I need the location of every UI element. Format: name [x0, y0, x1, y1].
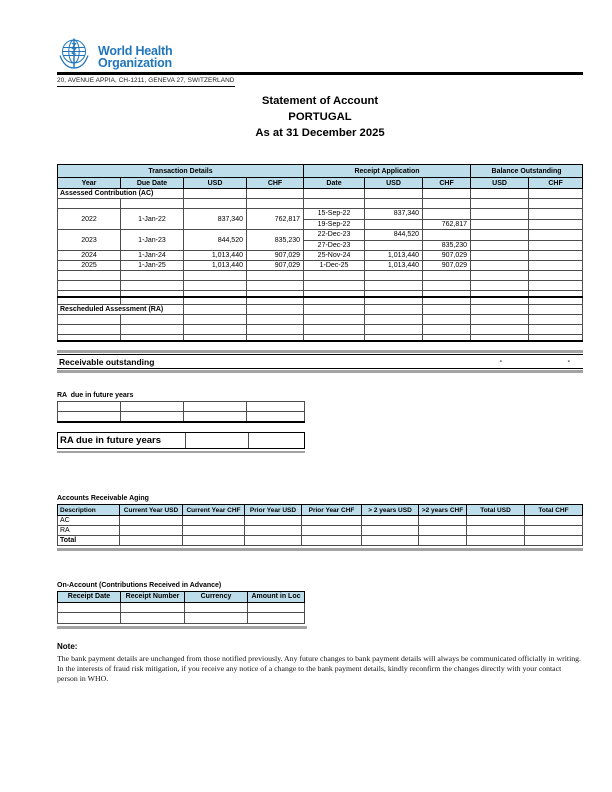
- col-chf: CHF: [247, 178, 304, 189]
- aging-header-row: [58, 505, 583, 516]
- ra-section-label: Rescheduled Assessment (RA): [58, 305, 184, 315]
- ra-future-box-label: RA due in future years: [60, 435, 162, 446]
- on-account-title: On-Account (Contributions Received in Advance): [57, 582, 222, 589]
- ac-section-label: Assessed Contribution (AC): [58, 189, 184, 199]
- who-address: 20, AVENUE APPIA, CH-1211, GENEVA 27, SWITZERLAND: [57, 77, 235, 87]
- ra-future-box-cell-chf: [248, 433, 304, 448]
- aging-row-total: Total: [58, 536, 583, 546]
- section-row-ac: [58, 189, 583, 199]
- group-header-receipt: Receipt Application: [304, 165, 471, 178]
- note-heading: Note:: [57, 642, 78, 651]
- section-row-ra: [58, 305, 583, 315]
- empty-row: [58, 199, 583, 209]
- receivable-chf-value: -: [567, 358, 570, 365]
- col-due-date: Due Date: [121, 178, 184, 189]
- aging-title: Accounts Receivable Aging: [57, 495, 149, 502]
- empty-row: [58, 412, 305, 422]
- col-balance-chf: CHF: [529, 178, 583, 189]
- on-account-table: [57, 591, 305, 624]
- aging-col-total-chf: Total CHF: [525, 505, 583, 516]
- gray-rule: [57, 548, 583, 551]
- col-receipt-usd: USD: [365, 178, 423, 189]
- gray-rule: [57, 451, 305, 454]
- aging-section: [57, 495, 583, 551]
- on-account-section: [57, 582, 307, 629]
- who-logo: [56, 36, 172, 77]
- aging-col-2y-chf: >2 years CHF: [419, 505, 467, 516]
- ra-future-small-table: [57, 401, 305, 423]
- aging-col-current-chf: Current Year CHF: [183, 505, 245, 516]
- aging-row-ac: AC: [58, 516, 583, 526]
- col-year: Year: [58, 178, 121, 189]
- group-header-balance: Balance Outstanding: [471, 165, 583, 178]
- col-receipt-date: Date: [304, 178, 365, 189]
- gray-rule: [57, 350, 583, 353]
- note-body: The bank payment details are unchanged from those notified previously. Any future changes to bank payment details will always be communicated officially in writing. In the interests of fraud risk mitigation, if you receive any notice of a change to the bank payment details, kindly reconfirm the changes directly with your contact person in WHO.: [57, 654, 581, 683]
- statement-table-wrap: [57, 164, 583, 342]
- table-row-2023a: 2023 1-Jan-23 844,520 835,230 22-Dec-23 844,520: [58, 230, 583, 241]
- who-emblem-icon: [56, 36, 92, 77]
- on-account-header-row: [58, 592, 305, 603]
- table-row-2025: 2025 1-Jan-25 1,013,440 907,029 1-Dec-25 1,013,440 907,029: [58, 261, 583, 271]
- table-row-2022a: 2022 1-Jan-22 837,340 762,817 15-Sep-22 837,340: [58, 209, 583, 220]
- who-logo-line1: World Health: [98, 43, 173, 58]
- ra-future-box-section: [57, 432, 305, 453]
- empty-row: [58, 613, 305, 624]
- aging-col-total-usd: Total USD: [467, 505, 525, 516]
- aging-col-prior-chf: Prior Year CHF: [302, 505, 362, 516]
- title-line2-country: PORTUGAL: [288, 111, 352, 123]
- ra-future-box: [57, 432, 305, 449]
- table-row-2024: 2024 1-Jan-24 1,013,440 907,029 25-Nov-24 1,013,440 907,029: [58, 251, 583, 261]
- on-account-col-date: Receipt Date: [58, 592, 121, 603]
- document-title: [57, 93, 583, 141]
- receivable-outstanding-label: Receivable outstanding: [59, 356, 155, 367]
- ra-future-small-label: RA due in future years: [57, 392, 134, 399]
- aging-col-current-usd: Current Year USD: [120, 505, 183, 516]
- on-account-col-amount: Amount in Loc: [248, 592, 305, 603]
- on-account-col-number: Receipt Number: [121, 592, 185, 603]
- empty-row: [58, 402, 305, 412]
- col-usd: USD: [184, 178, 247, 189]
- statement-table: [57, 164, 583, 342]
- who-logo-text: [98, 45, 172, 69]
- aging-col-prior-usd: Prior Year USD: [245, 505, 302, 516]
- empty-row: [58, 271, 583, 281]
- ra-future-small-table-wrap: [57, 401, 305, 423]
- gray-rule: [57, 370, 583, 373]
- empty-row: [58, 297, 583, 305]
- group-header-transaction: Transaction Details: [58, 165, 304, 178]
- title-line1: Statement of Account: [261, 95, 379, 107]
- gray-rule: [57, 626, 307, 629]
- col-receipt-chf: CHF: [423, 178, 471, 189]
- empty-row: [58, 281, 583, 291]
- header-rule: [57, 72, 583, 75]
- receivable-outstanding-row: [57, 354, 583, 369]
- empty-row: [58, 315, 583, 325]
- who-logo-line2: Organization: [98, 55, 172, 70]
- ra-future-box-cell-usd: [185, 433, 248, 448]
- aging-col-2y-usd: > 2 years USD: [362, 505, 419, 516]
- empty-row: [58, 602, 305, 613]
- empty-row: [58, 335, 583, 341]
- aging-col-description: Description: [58, 505, 120, 516]
- on-account-col-currency: Currency: [185, 592, 248, 603]
- empty-row: [58, 325, 583, 335]
- table-row-2023b: 27-Dec-23 835,230: [58, 240, 583, 251]
- table-row-2022b: 19-Sep-22 762,817: [58, 219, 583, 230]
- title-line3-date: As at 31 December 2025: [255, 127, 385, 139]
- aging-table: [57, 504, 583, 546]
- aging-row-ra: RA: [58, 526, 583, 536]
- receivable-usd-value: -: [499, 358, 502, 365]
- note-section: [57, 642, 583, 684]
- receivable-outstanding-section: [57, 350, 583, 373]
- col-balance-usd: USD: [471, 178, 529, 189]
